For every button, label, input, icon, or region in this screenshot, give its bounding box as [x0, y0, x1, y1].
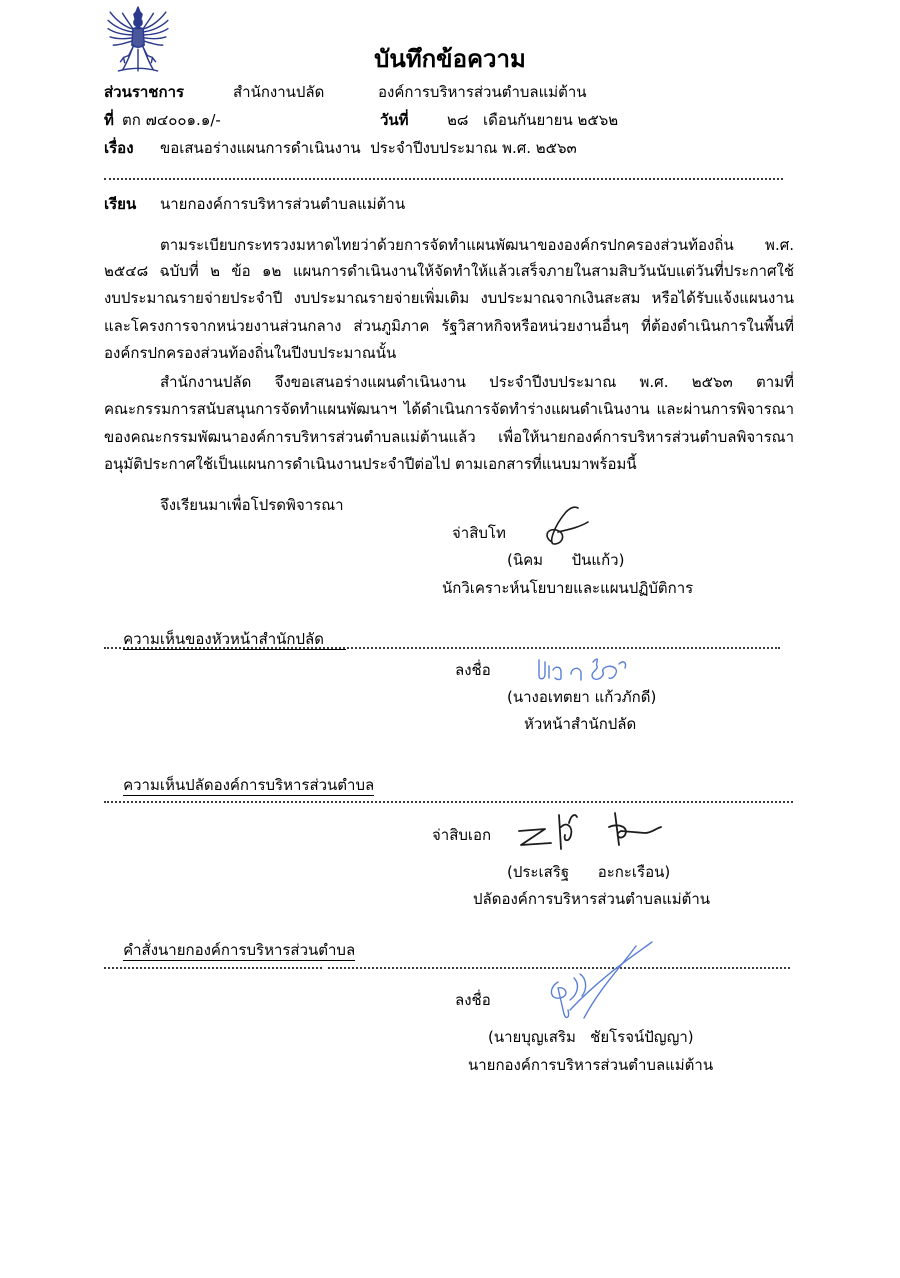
secretary-name: (ประเสริฐ อะกะเรือน) [507, 863, 671, 881]
section-label: ส่วนราชการ [104, 83, 185, 101]
head-opinion-heading-text: ความเห็นของหัวหน้าสำนักปลัด [123, 630, 346, 650]
mayor-sign-label: ลงชื่อ [455, 991, 491, 1009]
dotted-rule [104, 801, 793, 803]
body-line: สำนักงานปลัด จึงขอเสนอร่างแผนดำเนินงาน ประจำปีงบประมาณ พ.ศ. ๒๕๖๓ ตามที่ [160, 373, 794, 391]
head-name: (นางอเทตยา แก้วภักดี) [507, 688, 657, 706]
date-month-year: เดือนกันยายน ๒๕๖๒ [483, 111, 619, 129]
signer1-position: นักวิเคราะห์นโยบายและแผนปฏิบัติการ [442, 579, 694, 597]
secretary-opinion-heading-text: ความเห็นปลัดองค์การบริหารส่วนตำบล [123, 776, 375, 794]
body-line: อนุมัติประกาศใช้เป็นแผนการดำเนินงานประจำปีต่อไป ตามเอกสารที่แนบมาพร้อมนี้ [104, 455, 637, 473]
mayor-name: (นายบุญเสริม ชัยโรจน์ปัญญา) [488, 1028, 694, 1046]
body-line: องค์กรปกครองส่วนท้องถิ่นในปีงบประมาณนั้น [104, 344, 397, 362]
mayor-position: นายกองค์การบริหารส่วนตำบลแม่ต้าน [468, 1056, 714, 1074]
dotted-rule [104, 967, 322, 969]
signer1-rank: จ่าสิบโท [452, 524, 506, 542]
date-day: ๒๘ [447, 111, 469, 129]
signer1-name: (นิคม ปันแก้ว) [507, 551, 625, 569]
signature-4 [540, 938, 655, 1026]
ref-number: ตก ๗๔๐๐๑.๑/- [122, 111, 221, 129]
head-position: หัวหน้าสำนักปลัด [524, 715, 637, 733]
body-line: ตามระเบียบกระทรวงมหาดไทยว่าด้วยการจัดทำแผนพัฒนาขององค์กรปกครองส่วนท้องถิ่น พ.ศ. [160, 236, 794, 254]
secretary-position: ปลัดองค์การบริหารส่วนตำบลแม่ต้าน [473, 890, 711, 908]
secretary-rank: จ่าสิบเอก [432, 826, 492, 844]
closing-text: จึงเรียนมาเพื่อโปรดพิจารณา [160, 496, 344, 514]
head-opinion-heading [104, 606, 346, 672]
page-title: บันทึกข้อความ [374, 45, 526, 73]
subject-text: ขอเสนอร่างแผนการดำเนินงาน ประจำปีงบประมาณ พ.ศ. ๒๕๖๓ [160, 139, 577, 157]
dotted-rule [104, 647, 780, 649]
body-line: ๒๕๔๘ ฉบับที่ ๒ ข้อ ๑๒ แผนการดำเนินงานให้จัดทำให้แล้วเสร็จภายในสามสิบวันนับแต่วันที่ประกาศใช้ [104, 262, 794, 280]
body-line: และโครงการจากหน่วยงานส่วนกลาง ส่วนภูมิภาค รัฐวิสาหกิจหรือหน่วยงานอื่นๆ ที่ต้องดำเนินการในพื้นที่ [104, 317, 794, 335]
mayor-order-heading [104, 917, 355, 983]
signature-1 [538, 500, 590, 550]
section-dept: สำนักงานปลัด [233, 83, 325, 101]
head-sign-label: ลงชื่อ [455, 661, 491, 679]
subject-label: เรื่อง [104, 139, 134, 157]
section-org: องค์การบริหารส่วนตำบลแม่ต้าน [378, 83, 587, 101]
secretary-opinion-heading [104, 752, 374, 818]
dotted-rule [104, 178, 783, 180]
salutation-recipient: นายกองค์การบริหารส่วนตำบลแม่ต้าน [160, 195, 406, 213]
mayor-order-heading-text: คำสั่งนายกองค์การบริหารส่วนตำบล [123, 941, 356, 959]
date-label: วันที่ [380, 111, 409, 129]
salutation-label: เรียน [104, 195, 137, 213]
ref-label: ที่ [104, 111, 114, 129]
signature-3 [515, 805, 665, 855]
body-line: ของคณะกรรมพัฒนาองค์การบริหารส่วนตำบลแม่ต้านแล้ว เพื่อให้นายกองค์การบริหารส่วนตำบลพิจารณา [104, 428, 794, 446]
garuda-emblem [106, 6, 170, 74]
body-line: งบประมาณรายจ่ายประจำปี งบประมาณรายจ่ายเพิ่มเติม งบประมาณจากเงินสะสม หรือได้รับแจ้งแผนงาน [104, 289, 794, 307]
body-line: คณะกรรมการสนับสนุนการจัดทำแผนพัฒนาฯ ได้ดำเนินการจัดทำร่างแผนดำเนินงาน และผ่านการพิจารณา [104, 400, 794, 418]
signature-2 [535, 650, 630, 684]
